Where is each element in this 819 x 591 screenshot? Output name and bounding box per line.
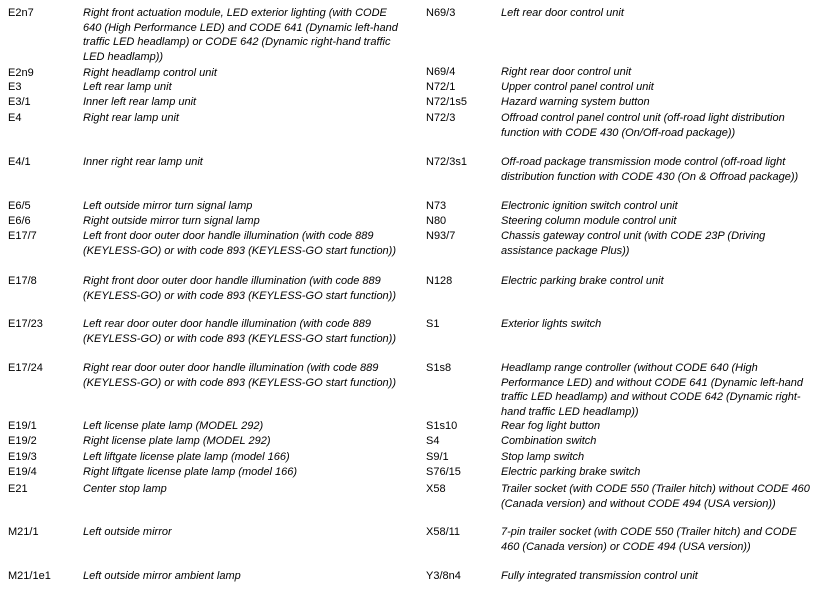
component-description: Right front actuation module, LED exterior lighting (with CODE 640 (High Performance LED) and CODE 641 (Dynamic left-hand traffic LED headlamp) or CODE 642 (Dynamic right-hand traffic LED headlamp)) bbox=[83, 7, 398, 63]
component-description: Right front door outer door handle illumination (with code 889 (KEYLESS-GO) or with code 893 (KEYLESS-GO start function)) bbox=[83, 275, 397, 302]
component-description: Exterior lights switch bbox=[501, 318, 602, 330]
component-description: Stop lamp switch bbox=[501, 451, 585, 463]
legend-entry bbox=[8, 80, 403, 95]
component-code: S1s8 bbox=[426, 362, 452, 374]
component-code: E19/4 bbox=[8, 466, 37, 478]
component-code: E17/8 bbox=[8, 275, 37, 287]
component-description: Center stop lamp bbox=[83, 483, 167, 495]
legend-entry bbox=[426, 317, 813, 332]
legend-entry bbox=[426, 361, 813, 419]
legend-entry bbox=[8, 6, 403, 64]
component-code: E6/5 bbox=[8, 200, 31, 212]
component-description: Right rear door outer door handle illumination (with code 889 (KEYLESS-GO) or with code 893 (KEYLESS-GO start function)) bbox=[83, 362, 397, 389]
component-description: Combination switch bbox=[501, 435, 597, 447]
component-code: N72/3s1 bbox=[426, 156, 467, 168]
component-code: E17/24 bbox=[8, 362, 43, 374]
component-description: Offroad control panel control unit (off-road light distribution function with CODE 430 (On/Off-road package)) bbox=[501, 112, 785, 139]
legend-entry bbox=[8, 569, 403, 584]
component-code: N128 bbox=[426, 275, 453, 287]
legend-entry bbox=[8, 361, 403, 390]
component-code: N72/1s5 bbox=[426, 96, 467, 108]
component-description: Upper control panel control unit bbox=[501, 81, 654, 93]
component-code: S1 bbox=[426, 318, 440, 330]
component-description: Left rear lamp unit bbox=[83, 81, 172, 93]
component-code: E21 bbox=[8, 483, 28, 495]
legend-entry bbox=[426, 229, 813, 258]
component-description: Off-road package transmission mode control (off-road light distribution function with CODE 430 (On & Offroad package)) bbox=[501, 156, 799, 183]
component-description: Inner right rear lamp unit bbox=[83, 156, 203, 168]
component-description: 7-pin trailer socket (with CODE 550 (Trailer hitch) and CODE 460 (Canada version) or CODE 494 (USA version)) bbox=[501, 526, 797, 553]
legend-entry bbox=[426, 111, 813, 140]
component-code: X58 bbox=[426, 483, 446, 495]
component-code: N69/4 bbox=[426, 66, 456, 78]
legend-entry bbox=[426, 80, 813, 95]
component-code: E19/3 bbox=[8, 451, 37, 463]
legend-entry bbox=[426, 434, 813, 449]
component-description: Right rear door control unit bbox=[501, 66, 632, 78]
component-code: S9/1 bbox=[426, 451, 449, 463]
component-code: S4 bbox=[426, 435, 440, 447]
component-description: Chassis gateway control unit (with CODE 23P (Driving assistance package Plus)) bbox=[501, 230, 766, 257]
legend-entry bbox=[8, 419, 403, 434]
legend-entry bbox=[426, 482, 813, 511]
legend-entry bbox=[8, 66, 403, 81]
component-description: Headlamp range controller (without CODE 640 (High Performance LED) and without CODE 641 (Dynamic left-hand traffic LED headlamp) and without CODE 642 (Dynamic right-hand traffic LED headlamp)) bbox=[501, 362, 804, 418]
component-description: Left outside mirror turn signal lamp bbox=[83, 200, 253, 212]
component-description: Left rear door control unit bbox=[501, 7, 624, 19]
legend-entry bbox=[8, 229, 403, 258]
component-description: Rear fog light button bbox=[501, 420, 601, 432]
legend-entry bbox=[8, 214, 403, 229]
legend-entry bbox=[8, 525, 403, 540]
legend-entry bbox=[8, 465, 403, 480]
legend-entry bbox=[8, 450, 403, 465]
component-code: Y3/8n4 bbox=[426, 570, 461, 582]
component-code: N72/3 bbox=[426, 112, 456, 124]
component-code: E2n9 bbox=[8, 67, 34, 79]
legend-entry bbox=[426, 199, 813, 214]
component-code: N93/7 bbox=[426, 230, 456, 242]
component-description: Electronic ignition switch control unit bbox=[501, 200, 678, 212]
component-code: E19/2 bbox=[8, 435, 37, 447]
component-code: M21/1 bbox=[8, 526, 39, 538]
component-description: Right license plate lamp (MODEL 292) bbox=[83, 435, 271, 447]
component-code: N69/3 bbox=[426, 7, 456, 19]
legend-entry bbox=[426, 6, 813, 21]
component-description: Left outside mirror bbox=[83, 526, 172, 538]
component-description: Left front door outer door handle illumination (with code 889 (KEYLESS-GO) or with code 893 (KEYLESS-GO start function)) bbox=[83, 230, 397, 257]
component-description: Inner left rear lamp unit bbox=[83, 96, 197, 108]
legend-entry bbox=[426, 569, 813, 584]
component-code: N72/1 bbox=[426, 81, 456, 93]
component-description: Right rear lamp unit bbox=[83, 112, 179, 124]
legend-entry bbox=[8, 274, 403, 303]
legend-entry bbox=[426, 419, 813, 434]
component-description: Electric parking brake control unit bbox=[501, 275, 664, 287]
component-description: Fully integrated transmission control unit bbox=[501, 570, 698, 582]
component-code: E3/1 bbox=[8, 96, 31, 108]
legend-entry bbox=[8, 95, 403, 110]
legend-entry bbox=[426, 155, 813, 184]
component-description: Left rear door outer door handle illumination (with code 889 (KEYLESS-GO) or with code 893 (KEYLESS-GO start function)) bbox=[83, 318, 397, 345]
legend-entry bbox=[426, 65, 813, 80]
component-description: Steering column module control unit bbox=[501, 215, 677, 227]
component-description: Left license plate lamp (MODEL 292) bbox=[83, 420, 264, 432]
component-code: E17/7 bbox=[8, 230, 37, 242]
legend-entry bbox=[426, 274, 813, 289]
component-code: E3 bbox=[8, 81, 22, 93]
legend-entry bbox=[426, 450, 813, 465]
component-code: E6/6 bbox=[8, 215, 31, 227]
component-code: E4 bbox=[8, 112, 22, 124]
component-code: E2n7 bbox=[8, 7, 34, 19]
component-code: S1s10 bbox=[426, 420, 458, 432]
legend-entry bbox=[8, 434, 403, 449]
legend-entry bbox=[8, 155, 403, 170]
component-description: Hazard warning system button bbox=[501, 96, 650, 108]
legend-entry bbox=[426, 95, 813, 110]
legend-entry bbox=[8, 482, 403, 497]
legend-entry bbox=[426, 465, 813, 480]
legend-entry bbox=[426, 214, 813, 229]
component-description: Left liftgate license plate lamp (model 166) bbox=[83, 451, 290, 463]
component-code: M21/1e1 bbox=[8, 570, 51, 582]
component-description: Right headlamp control unit bbox=[83, 67, 217, 79]
legend-entry bbox=[8, 317, 403, 346]
legend-entry bbox=[426, 525, 813, 554]
component-description: Right liftgate license plate lamp (model 166) bbox=[83, 466, 298, 478]
legend-entry bbox=[8, 111, 403, 126]
component-description: Electric parking brake switch bbox=[501, 466, 641, 478]
component-description: Right outside mirror turn signal lamp bbox=[83, 215, 260, 227]
component-description: Left outside mirror ambient lamp bbox=[83, 570, 241, 582]
component-code: N73 bbox=[426, 200, 447, 212]
component-code: S76/15 bbox=[426, 466, 461, 478]
component-code: E19/1 bbox=[8, 420, 37, 432]
component-description: Trailer socket (with CODE 550 (Trailer hitch) without CODE 460 (Canada version) and without CODE 494 (USA version)) bbox=[501, 483, 810, 510]
legend-entry bbox=[8, 199, 403, 214]
component-code: E4/1 bbox=[8, 156, 31, 168]
component-code: X58/11 bbox=[426, 526, 461, 538]
component-code: N80 bbox=[426, 215, 447, 227]
component-code: E17/23 bbox=[8, 318, 43, 330]
